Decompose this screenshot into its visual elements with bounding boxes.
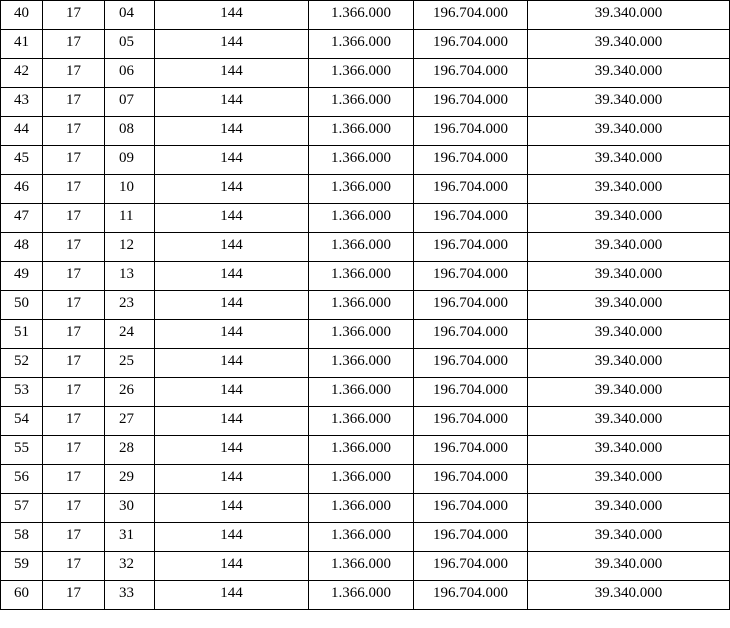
- table-cell: 44: [1, 117, 43, 146]
- table-cell: 196.704.000: [414, 494, 528, 523]
- table-cell: 17: [43, 349, 105, 378]
- table-cell: 17: [43, 291, 105, 320]
- table-cell: 1.366.000: [309, 494, 414, 523]
- table-cell: 1.366.000: [309, 436, 414, 465]
- table-cell: 39.340.000: [528, 407, 730, 436]
- table-cell: 39.340.000: [528, 204, 730, 233]
- table-cell: 06: [105, 59, 155, 88]
- table-cell: 144: [155, 146, 309, 175]
- table-cell: 39.340.000: [528, 146, 730, 175]
- table-cell: 1.366.000: [309, 204, 414, 233]
- table-cell: 1.366.000: [309, 59, 414, 88]
- table-cell: 196.704.000: [414, 117, 528, 146]
- table-cell: 196.704.000: [414, 291, 528, 320]
- table-cell: 55: [1, 436, 43, 465]
- table-cell: 144: [155, 59, 309, 88]
- table-cell: 40: [1, 1, 43, 30]
- table-cell: 1.366.000: [309, 552, 414, 581]
- table-cell: 53: [1, 378, 43, 407]
- table-cell: 10: [105, 175, 155, 204]
- table-cell: 17: [43, 59, 105, 88]
- table-cell: 196.704.000: [414, 146, 528, 175]
- table-row: [1, 233, 730, 262]
- table-cell: 144: [155, 204, 309, 233]
- table-cell: 39.340.000: [528, 523, 730, 552]
- table-cell: 196.704.000: [414, 320, 528, 349]
- table-cell: 144: [155, 233, 309, 262]
- table-cell: 04: [105, 1, 155, 30]
- table-cell: 58: [1, 523, 43, 552]
- table-row: [1, 1, 730, 30]
- table-cell: 39.340.000: [528, 349, 730, 378]
- table-cell: 144: [155, 436, 309, 465]
- table-cell: 39.340.000: [528, 88, 730, 117]
- table-cell: 42: [1, 59, 43, 88]
- table-cell: 07: [105, 88, 155, 117]
- table-cell: 25: [105, 349, 155, 378]
- table-cell: 49: [1, 262, 43, 291]
- table-cell: 17: [43, 552, 105, 581]
- table-cell: 196.704.000: [414, 465, 528, 494]
- table-cell: 1.366.000: [309, 407, 414, 436]
- table-cell: 60: [1, 581, 43, 610]
- table-cell: 1.366.000: [309, 175, 414, 204]
- table-cell: 17: [43, 262, 105, 291]
- table-cell: 27: [105, 407, 155, 436]
- table-cell: 144: [155, 291, 309, 320]
- table-cell: 196.704.000: [414, 349, 528, 378]
- table-cell: 196.704.000: [414, 436, 528, 465]
- table-row: [1, 581, 730, 610]
- table-cell: 08: [105, 117, 155, 146]
- table-cell: 1.366.000: [309, 523, 414, 552]
- table-cell: 39.340.000: [528, 1, 730, 30]
- table-cell: 39.340.000: [528, 494, 730, 523]
- table-cell: 144: [155, 494, 309, 523]
- table-cell: 17: [43, 465, 105, 494]
- table-cell: 39.340.000: [528, 233, 730, 262]
- table-cell: 33: [105, 581, 155, 610]
- table-cell: 1.366.000: [309, 30, 414, 59]
- table-cell: 39.340.000: [528, 436, 730, 465]
- table-cell: 43: [1, 88, 43, 117]
- table-cell: 17: [43, 146, 105, 175]
- table-cell: 1.366.000: [309, 349, 414, 378]
- table-row: [1, 465, 730, 494]
- table-cell: 17: [43, 88, 105, 117]
- table-cell: 39.340.000: [528, 30, 730, 59]
- table-cell: 144: [155, 88, 309, 117]
- table-cell: 196.704.000: [414, 175, 528, 204]
- table-cell: 196.704.000: [414, 30, 528, 59]
- table-cell: 17: [43, 175, 105, 204]
- table-row: [1, 146, 730, 175]
- table-body: [1, 1, 730, 610]
- table-cell: 46: [1, 175, 43, 204]
- table-cell: 17: [43, 523, 105, 552]
- table-cell: 51: [1, 320, 43, 349]
- table-cell: 56: [1, 465, 43, 494]
- table-cell: 196.704.000: [414, 59, 528, 88]
- table-cell: 26: [105, 378, 155, 407]
- table-cell: 23: [105, 291, 155, 320]
- table-cell: 144: [155, 117, 309, 146]
- table-row: [1, 378, 730, 407]
- table-cell: 39.340.000: [528, 117, 730, 146]
- table-cell: 144: [155, 407, 309, 436]
- table-cell: 196.704.000: [414, 204, 528, 233]
- table-cell: 17: [43, 1, 105, 30]
- table-cell: 39.340.000: [528, 291, 730, 320]
- table-cell: 45: [1, 146, 43, 175]
- table-cell: 24: [105, 320, 155, 349]
- table-cell: 1.366.000: [309, 378, 414, 407]
- table-cell: 196.704.000: [414, 88, 528, 117]
- table-cell: 17: [43, 117, 105, 146]
- table-cell: 144: [155, 378, 309, 407]
- table-cell: 12: [105, 233, 155, 262]
- table-cell: 144: [155, 552, 309, 581]
- table-cell: 39.340.000: [528, 552, 730, 581]
- table-cell: 47: [1, 204, 43, 233]
- table-row: [1, 523, 730, 552]
- table-cell: 144: [155, 523, 309, 552]
- table-cell: 39.340.000: [528, 465, 730, 494]
- table-row: [1, 436, 730, 465]
- table-cell: 32: [105, 552, 155, 581]
- table-cell: 1.366.000: [309, 146, 414, 175]
- table-row: [1, 204, 730, 233]
- table-cell: 1.366.000: [309, 262, 414, 291]
- table-row: [1, 262, 730, 291]
- table-cell: 05: [105, 30, 155, 59]
- table-row: [1, 494, 730, 523]
- table-cell: 17: [43, 581, 105, 610]
- table-cell: 196.704.000: [414, 552, 528, 581]
- table-cell: 17: [43, 30, 105, 59]
- table-cell: 196.704.000: [414, 407, 528, 436]
- table-row: [1, 175, 730, 204]
- table-cell: 144: [155, 349, 309, 378]
- table-cell: 17: [43, 407, 105, 436]
- table-row: [1, 349, 730, 378]
- table-cell: 1.366.000: [309, 581, 414, 610]
- table-cell: 11: [105, 204, 155, 233]
- table-cell: 1.366.000: [309, 233, 414, 262]
- table-cell: 41: [1, 30, 43, 59]
- table-cell: 30: [105, 494, 155, 523]
- table-cell: 1.366.000: [309, 291, 414, 320]
- table-cell: 29: [105, 465, 155, 494]
- table-cell: 144: [155, 1, 309, 30]
- table-cell: 196.704.000: [414, 378, 528, 407]
- table-cell: 17: [43, 204, 105, 233]
- table-row: [1, 407, 730, 436]
- table-cell: 28: [105, 436, 155, 465]
- table-cell: 1.366.000: [309, 465, 414, 494]
- table-cell: 50: [1, 291, 43, 320]
- table-cell: 17: [43, 494, 105, 523]
- table-row: [1, 552, 730, 581]
- table-cell: 1.366.000: [309, 88, 414, 117]
- table-cell: 31: [105, 523, 155, 552]
- table-row: [1, 59, 730, 88]
- table-cell: 196.704.000: [414, 523, 528, 552]
- table-cell: 39.340.000: [528, 59, 730, 88]
- table-row: [1, 291, 730, 320]
- table-cell: 52: [1, 349, 43, 378]
- table-row: [1, 320, 730, 349]
- table-cell: 39.340.000: [528, 581, 730, 610]
- table-cell: 17: [43, 320, 105, 349]
- table-cell: 17: [43, 436, 105, 465]
- table-cell: 1.366.000: [309, 320, 414, 349]
- table-cell: 144: [155, 465, 309, 494]
- table-cell: 39.340.000: [528, 262, 730, 291]
- table-row: [1, 30, 730, 59]
- table-cell: 39.340.000: [528, 320, 730, 349]
- table-cell: 196.704.000: [414, 581, 528, 610]
- table-cell: 1.366.000: [309, 117, 414, 146]
- table-cell: 54: [1, 407, 43, 436]
- table-cell: 59: [1, 552, 43, 581]
- table-cell: 13: [105, 262, 155, 291]
- table-cell: 57: [1, 494, 43, 523]
- table-row: [1, 88, 730, 117]
- table-cell: 39.340.000: [528, 378, 730, 407]
- table-cell: 144: [155, 30, 309, 59]
- table-row: [1, 117, 730, 146]
- table-cell: 144: [155, 581, 309, 610]
- table-cell: 144: [155, 320, 309, 349]
- table-cell: 17: [43, 233, 105, 262]
- table-cell: 144: [155, 262, 309, 291]
- table-cell: 1.366.000: [309, 1, 414, 30]
- table-cell: 196.704.000: [414, 233, 528, 262]
- table-cell: 48: [1, 233, 43, 262]
- table-cell: 196.704.000: [414, 1, 528, 30]
- table-cell: 144: [155, 175, 309, 204]
- table-cell: 17: [43, 378, 105, 407]
- table-cell: 09: [105, 146, 155, 175]
- table-cell: 196.704.000: [414, 262, 528, 291]
- table-cell: 39.340.000: [528, 175, 730, 204]
